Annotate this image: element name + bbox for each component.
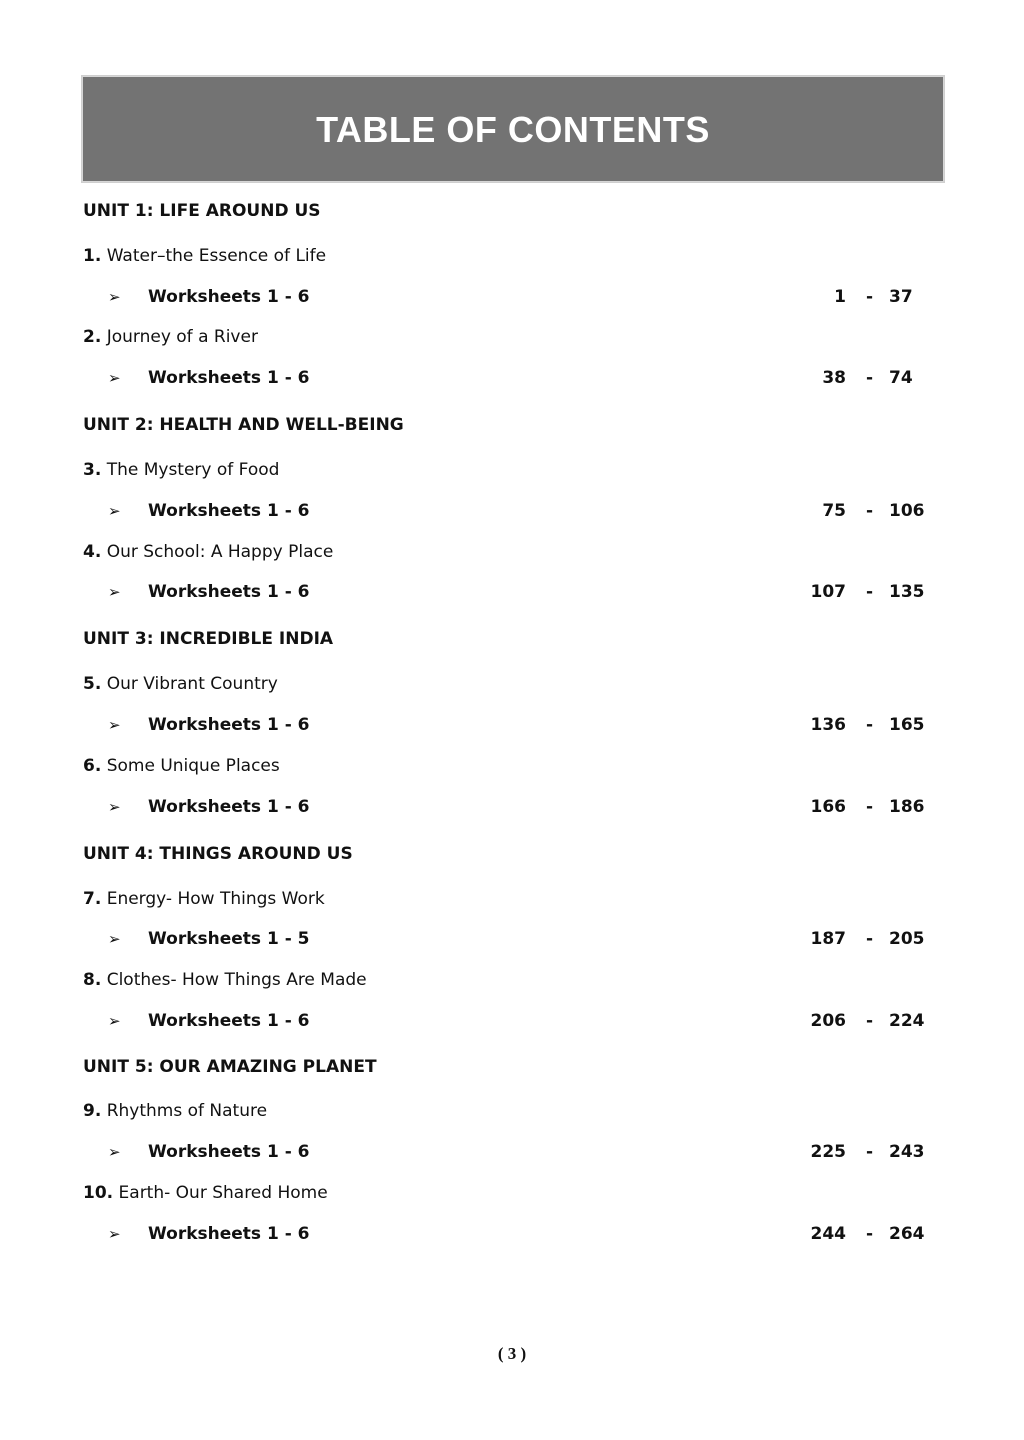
page-range-dash: - [866, 287, 874, 307]
worksheet-row[interactable] [83, 712, 943, 738]
page-end: 165 [889, 715, 925, 735]
chapter-number: 6. [83, 756, 102, 776]
page-start: 225 [810, 1142, 846, 1162]
unit-heading [83, 1054, 943, 1080]
chapter-row[interactable] [83, 967, 943, 993]
page-range-dash: - [866, 715, 874, 735]
chapter-title: Earth- Our Shared Home [118, 1183, 328, 1203]
chapter-row[interactable] [83, 1098, 943, 1124]
worksheet-row[interactable] [83, 1221, 943, 1247]
page-range-dash: - [866, 1224, 874, 1244]
chapter-row[interactable] [83, 886, 943, 912]
arrow-bullet-icon: ➢ [108, 930, 121, 948]
unit-title: UNIT 5: OUR AMAZING PLANET [83, 1057, 377, 1077]
arrow-bullet-icon: ➢ [108, 1143, 121, 1161]
unit-title: UNIT 3: INCREDIBLE INDIA [83, 629, 334, 649]
page-range-dash: - [866, 1142, 874, 1162]
unit-heading [83, 412, 943, 438]
chapter-number: 1. [83, 246, 102, 266]
unit-title: UNIT 4: THINGS AROUND US [83, 844, 353, 864]
chapter-row[interactable] [83, 753, 943, 779]
chapter-number: 7. [83, 889, 102, 909]
page-start: 244 [810, 1224, 846, 1244]
arrow-bullet-icon: ➢ [108, 716, 121, 734]
arrow-bullet-icon: ➢ [108, 1012, 121, 1030]
worksheet-label: Worksheets 1 - 6 [148, 368, 310, 388]
page-range-dash: - [866, 929, 874, 949]
page-start: 75 [822, 501, 846, 521]
page-start: 206 [810, 1011, 846, 1031]
page-range-dash: - [866, 501, 874, 521]
worksheet-row[interactable] [83, 365, 943, 391]
chapter-number: 10. [83, 1183, 114, 1203]
page-number: ( 3 ) [497, 1344, 527, 1363]
worksheet-row[interactable] [83, 284, 943, 310]
unit-heading [83, 626, 943, 652]
page-start: 1 [834, 287, 846, 307]
chapter-number: 8. [83, 970, 102, 990]
worksheet-label: Worksheets 1 - 6 [148, 1142, 310, 1162]
chapter-row[interactable] [83, 243, 943, 269]
chapter-number: 4. [83, 542, 102, 562]
page-title: TABLE OF CONTENTS [316, 109, 710, 150]
page-range-dash: - [866, 368, 874, 388]
page-range-dash: - [866, 797, 874, 817]
page-start: 166 [810, 797, 846, 817]
chapter-title: Rhythms of Nature [106, 1101, 268, 1121]
chapter-title: Energy- How Things Work [106, 889, 325, 909]
page-end: 205 [889, 929, 925, 949]
worksheet-row[interactable] [83, 579, 943, 605]
chapter-row[interactable] [83, 539, 943, 565]
page-start: 136 [810, 715, 846, 735]
chapter-title: Our School: A Happy Place [106, 542, 334, 562]
worksheet-label: Worksheets 1 - 6 [148, 582, 310, 602]
chapter-title: Some Unique Places [106, 756, 280, 776]
chapter-title: Our Vibrant Country [106, 674, 278, 694]
worksheet-row[interactable] [83, 1008, 943, 1034]
worksheet-label: Worksheets 1 - 5 [148, 929, 310, 949]
worksheet-label: Worksheets 1 - 6 [148, 287, 310, 307]
page-range-dash: - [866, 1011, 874, 1031]
arrow-bullet-icon: ➢ [108, 288, 121, 306]
chapter-number: 9. [83, 1101, 102, 1121]
chapter-number: 5. [83, 674, 102, 694]
chapter-number: 2. [83, 327, 102, 347]
page-end: 243 [889, 1142, 925, 1162]
worksheet-row[interactable] [83, 926, 943, 952]
unit-heading [83, 198, 943, 224]
chapter-row[interactable] [83, 671, 943, 697]
worksheet-label: Worksheets 1 - 6 [148, 501, 310, 521]
worksheet-label: Worksheets 1 - 6 [148, 715, 310, 735]
page-start: 187 [810, 929, 846, 949]
page-end: 186 [889, 797, 925, 817]
chapter-title: Water–the Essence of Life [106, 246, 327, 266]
worksheet-row[interactable] [83, 1139, 943, 1165]
arrow-bullet-icon: ➢ [108, 583, 121, 601]
chapter-row[interactable] [83, 1180, 943, 1206]
worksheet-label: Worksheets 1 - 6 [148, 797, 310, 817]
unit-heading [83, 841, 943, 867]
page-range-dash: - [866, 582, 874, 602]
page-end: 224 [889, 1011, 925, 1031]
worksheet-row[interactable] [83, 498, 943, 524]
arrow-bullet-icon: ➢ [108, 369, 121, 387]
page-end: 135 [889, 582, 925, 602]
page-end: 106 [889, 501, 925, 521]
page-start: 107 [810, 582, 846, 602]
unit-title: UNIT 1: LIFE AROUND US [83, 201, 321, 221]
chapter-row[interactable] [83, 457, 943, 483]
arrow-bullet-icon: ➢ [108, 798, 121, 816]
page-end: 74 [889, 368, 913, 388]
page-end: 37 [889, 287, 913, 307]
chapter-title: Clothes- How Things Are Made [106, 970, 367, 990]
worksheet-row[interactable] [83, 794, 943, 820]
arrow-bullet-icon: ➢ [108, 502, 121, 520]
worksheet-label: Worksheets 1 - 6 [148, 1011, 310, 1031]
title-banner [82, 76, 944, 182]
page-start: 38 [822, 368, 846, 388]
chapter-title: The Mystery of Food [106, 460, 280, 480]
chapter-row[interactable] [83, 324, 943, 350]
worksheet-label: Worksheets 1 - 6 [148, 1224, 310, 1244]
chapter-number: 3. [83, 460, 102, 480]
page-end: 264 [889, 1224, 925, 1244]
chapter-title: Journey of a River [106, 327, 258, 347]
unit-title: UNIT 2: HEALTH AND WELL-BEING [83, 415, 404, 435]
arrow-bullet-icon: ➢ [108, 1225, 121, 1243]
